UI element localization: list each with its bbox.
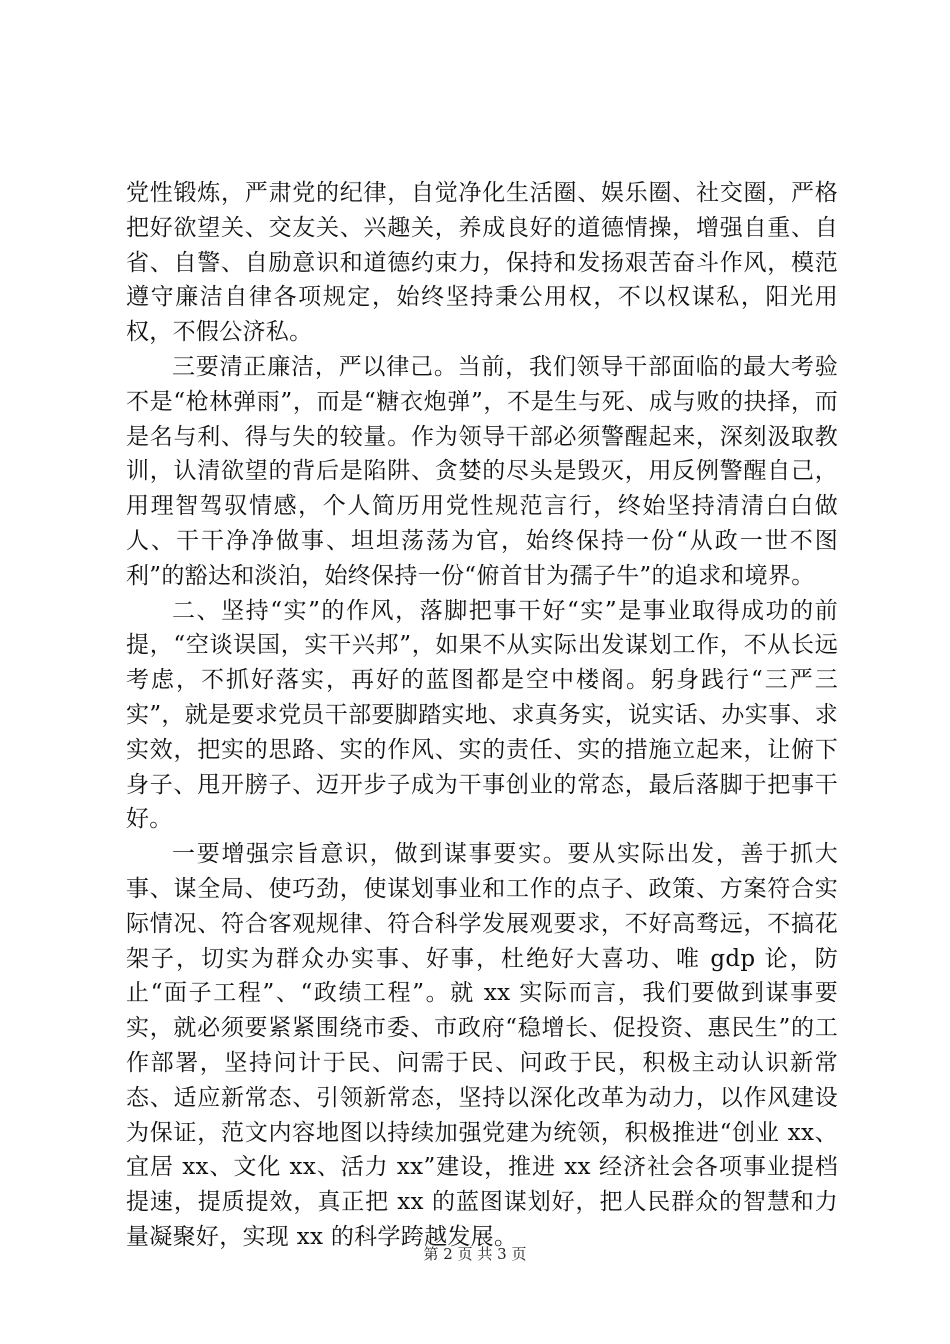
page-number-footer: 第 2 页 共 3 页	[423, 1245, 527, 1263]
document-body	[126, 176, 838, 1255]
paragraph-4: 一要增强宗旨意识，做到谋事要实。要从实际出发，善于抓大事、谋全局、使巧劲，使谋划事业和工作的点子、政策、方案符合实际情况、符合客观规律、符合科学发展观要求，不好高骛远，不搞花架子，切实为群众办实事、好事，杜绝好大喜功、唯 gdp 论，防止“面子工程”、“政绩工程”。就 xx 实际而言，我们要做到谋事要实，就必须要紧紧围绕市委、市政府“稳增长、促投资、惠民生”的工作部署，坚持问计于民、问需于民、问政于民，积极主动认识新常态、适应新常态、引领新常态，坚持以深化改革为动力，以作风建设为保证，范文内容地图以持续加强党建为统领，积极推进“创业 xx、宜居 xx、文化 xx、活力 xx”建设，推进 xx 经济社会各项事业提档提速，提质提效，真正把 xx 的蓝图谋划好，把人民群众的智慧和力量凝聚好，实现 xx 的科学跨越发展。	[126, 841, 838, 1250]
paragraph-3: 二、坚持“实”的作风，落脚把事干好“实”是事业取得成功的前提，“空谈误国，实干兴邦”，如果不从实际出发谋划工作，不从长远考虑，不抓好落实，再好的蓝图都是空中楼阁。躬身践行“三严三实”，就是要求党员干部要脚踏实地、求真务实，说实话、办实事、求实效，把实的思路、实的作风、实的责任、实的措施立起来，让俯下身子、甩开膀子、迈开步子成为干事创业的常态，最后落脚于把事干好。	[126, 597, 838, 833]
paragraph-1: 党性锻炼，严肃党的纪律，自觉净化生活圈、娱乐圈、社交圈，严格把好欲望关、交友关、兴趣关，养成良好的道德情操，增强自重、自省、自警、自励意识和道德约束力，保持和发扬艰苦奋斗作风，模范遵守廉洁自律各项规定，始终坚持秉公用权，不以权谋私，阳光用权，不假公济私。	[126, 180, 838, 346]
paragraph-2: 三要清正廉洁，严以律己。当前，我们领导干部面临的最大考验不是“枪林弹雨”，而是“糖衣炮弹”，不是生与死、成与败的抉择，而是名与利、得与失的较量。作为领导干部必须警醒起来，深刻汲取教训，认清欲望的背后是陷阱、贪婪的尽头是毁灭，用反例警醒自己，用理智驾驭情感，个人简历用党性规范言行，终始坚持清清白白做人、干干净净做事、坦坦荡荡为官，始终保持一份“从政一世不图利”的豁达和淡泊，始终保持一份“俯首甘为孺子牛”的追求和境界。	[126, 353, 838, 589]
